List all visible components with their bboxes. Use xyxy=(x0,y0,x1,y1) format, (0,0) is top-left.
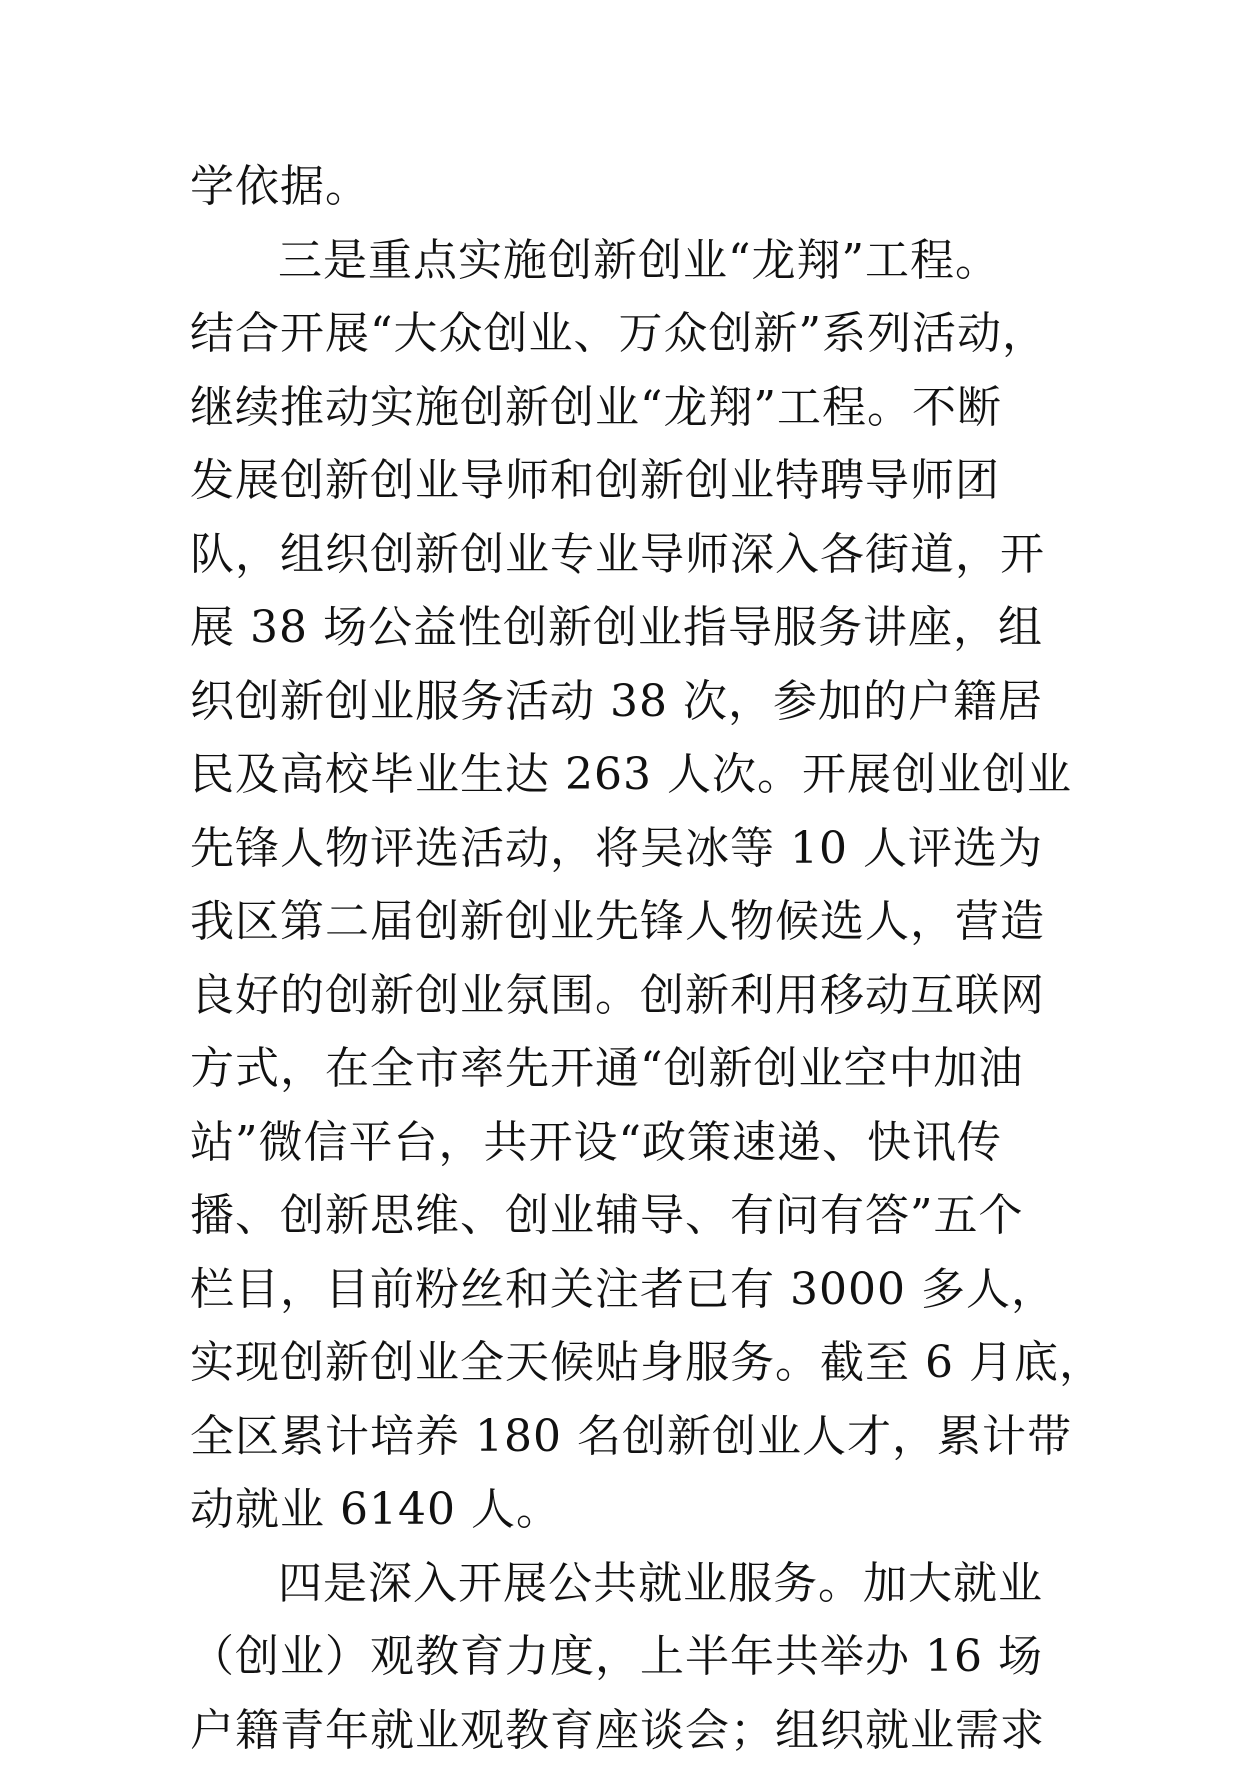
text-line: 良好的创新创业氛围。创新利用移动互联网 xyxy=(190,959,1070,1033)
text-line: 实现创新创业全天候贴身服务。截至 6 月底， xyxy=(190,1326,1070,1400)
text-line: 先锋人物评选活动，将吴冰等 10 人评选为 xyxy=(190,812,1070,886)
text-line: 队，组织创新创业专业导师深入各街道，开 xyxy=(190,518,1070,592)
text-line: 动就业 6140 人。 xyxy=(190,1473,1070,1547)
text-line: 学依据。 xyxy=(190,150,1070,224)
text-line: 站”微信平台，共开设“政策速递、快讯传 xyxy=(190,1106,1070,1180)
text-line: 户籍青年就业观教育座谈会；组织就业需求 xyxy=(190,1694,1070,1767)
text-line: 织创新创业服务活动 38 次，参加的户籍居 xyxy=(190,665,1070,739)
text-line: （创业）观教育力度，上半年共举办 16 场 xyxy=(190,1620,1070,1694)
text-line: 全区累计培养 180 名创新创业人才，累计带 xyxy=(190,1400,1070,1474)
text-line: 栏目，目前粉丝和关注者已有 3000 多人， xyxy=(190,1253,1070,1327)
text-line: 方式，在全市率先开通“创新创业空中加油 xyxy=(190,1032,1070,1106)
text-line: 继续推动实施创新创业“龙翔”工程。不断 xyxy=(190,371,1070,445)
paragraph-start-line: 四是深入开展公共就业服务。加大就业 xyxy=(190,1547,1070,1621)
paragraph-start-line: 三是重点实施创新创业“龙翔”工程。 xyxy=(190,224,1070,298)
text-line: 播、创新思维、创业辅导、有问有答”五个 xyxy=(190,1179,1070,1253)
text-line: 发展创新创业导师和创新创业特聘导师团 xyxy=(190,444,1070,518)
text-line: 展 38 场公益性创新创业指导服务讲座，组 xyxy=(190,591,1070,665)
text-line: 结合开展“大众创业、万众创新”系列活动， xyxy=(190,297,1070,371)
text-line: 民及高校毕业生达 263 人次。开展创业创业 xyxy=(190,738,1070,812)
body-text xyxy=(190,150,1070,1767)
text-line: 我区第二届创新创业先锋人物候选人，营造 xyxy=(190,885,1070,959)
